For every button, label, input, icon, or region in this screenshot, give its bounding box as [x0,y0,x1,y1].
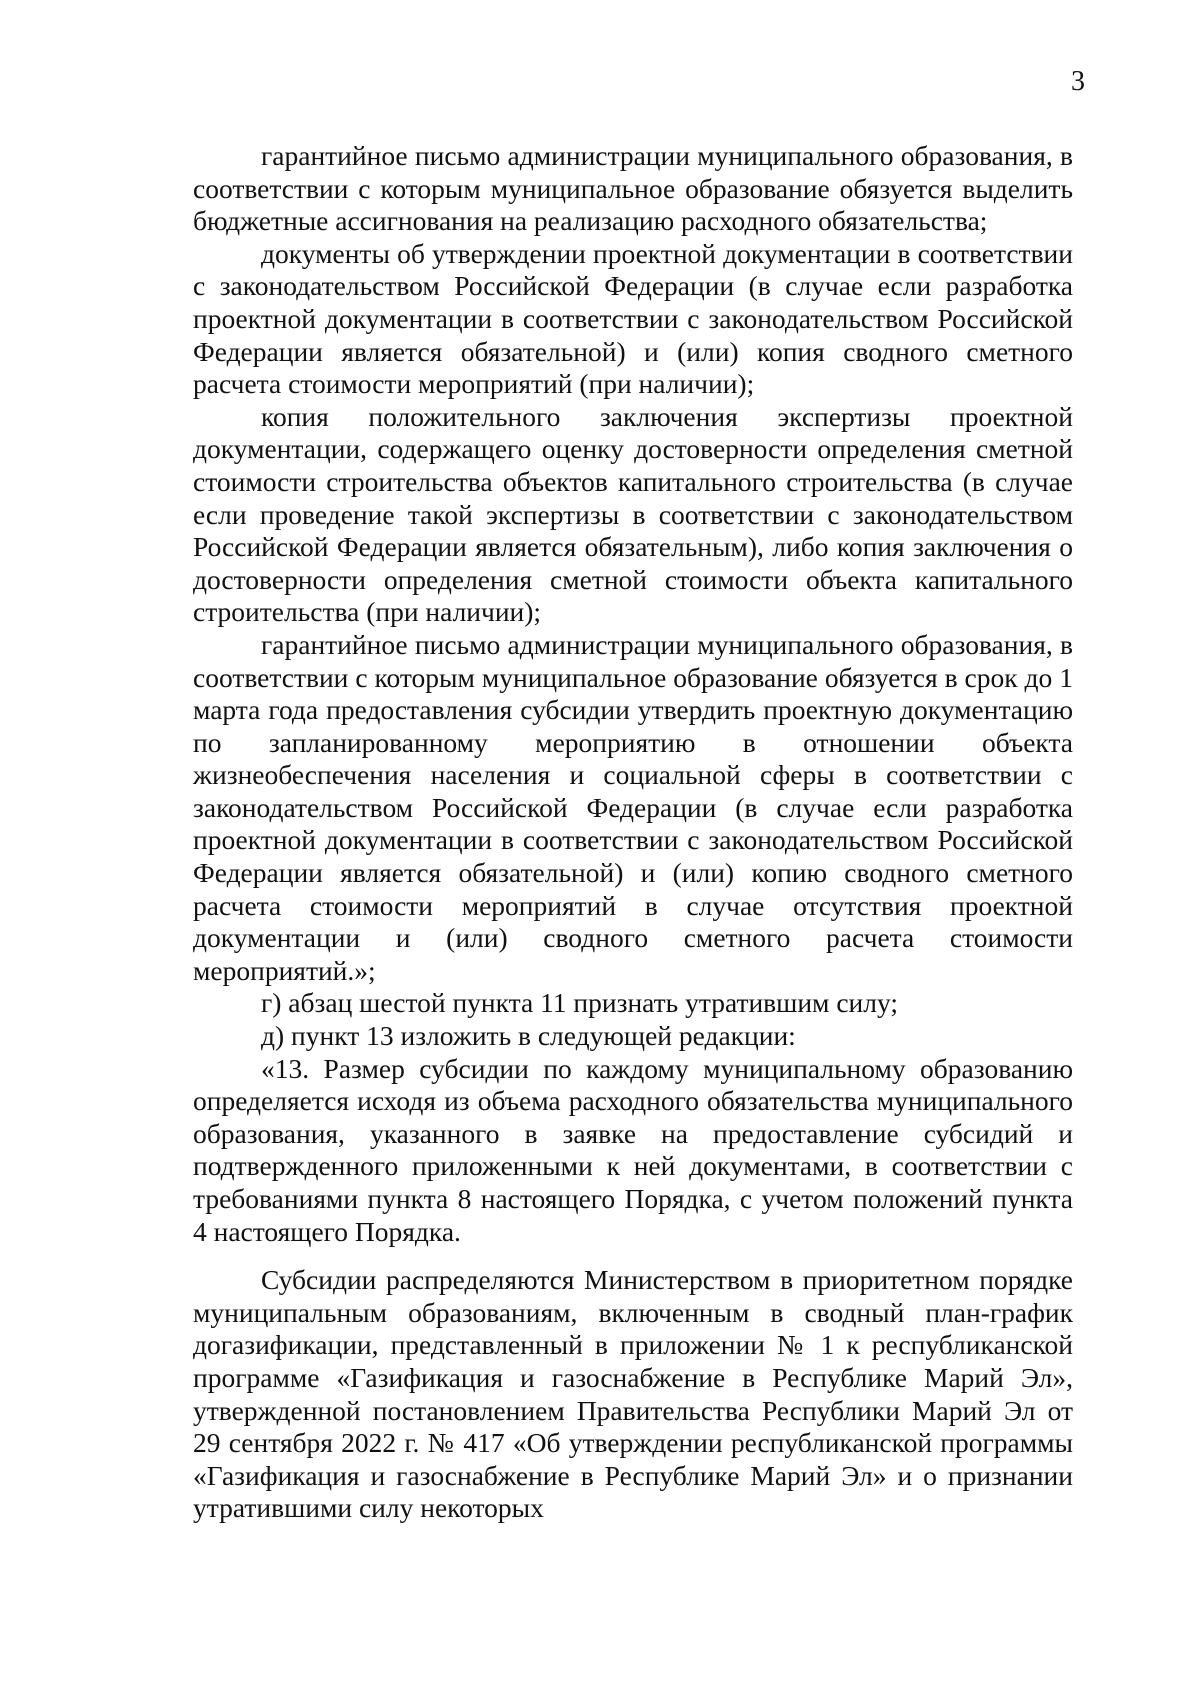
paragraph-expertise-conclusion-copy: копия положительного заключения экспертизы проектной документации, содержащего оценку достоверности определения сметной стоимости строительства объектов капитального строительства (в случае если проведение такой экспертизы в соответствии с законодательством Российской Федерации является обязательным), либо копия заключения о достоверности определения сметной стоимости объекта капитального строительства (при наличии); [193,400,1073,628]
paragraph-guarantee-letter-budget: гарантийное письмо администрации муниципального образования, в соответствии с которым муниципальное образование обязуется выделить бюджетные ассигнования на реализацию расходного обязательства; [193,140,1073,237]
paragraph-guarantee-letter-deadline: гарантийное письмо администрации муниципального образования, в соответствии с которым муниципальное образование обязуется в срок до 1 марта года предоставления субсидии утвердить проектную документацию по запланированному мероприятию в отношении объекта жизнеобеспечения населения и социальной сферы в соответствии с законодательством Российской Федерации (в случае если разработка проектной документации в соответствии с законодательством Российской Федерации является обязательной) и (или) копию сводного сметного расчета стоимости мероприятий в случае отсутствия проектной документации и (или) сводного сметного расчета стоимости мероприятий.»; [193,628,1073,986]
paragraph-project-documentation-approval: документы об утверждении проектной документации в соответствии с законодательством Российской Федерации (в случае если разработка проектной документации в соответствии с законодательством Российской Федерации является обязательной) и (или) копия сводного сметного расчета стоимости мероприятий (при наличии); [193,237,1073,400]
document-body [193,140,1073,1525]
paragraph-item-g: г) абзац шестой пункта 11 признать утратившим силу; [261,987,899,1019]
paragraph-point-13: «13. Размер субсидии по каждому муниципальному образованию определяется исходя из объема расходного обязательства муниципального образования, указанного в заявке на предоставление субсидий и подтвержденного приложенными к ней документами, в соответствии с требованиями пункта 8 настоящего Порядка, с учетом положений пункта 4 настоящего Порядка. [193,1052,1073,1247]
paragraph-item-d: д) пункт 13 изложить в следующей редакции: [261,1020,796,1052]
page-number: 3 [1071,66,1085,97]
paragraph-subsidy-distribution: Субсидии распределяются Министерством в приоритетном порядке муниципальным образованиям, включенным в сводный план-график догазификации, представленный в приложении № 1 к республиканской программе «Газификация и газоснабжение в Республике Марий Эл», утвержденной постановлением Правительства Республики Марий Эл от 29 сентября 2022 г. № 417 «Об утверждении республиканской программы «Газификация и газоснабжение в Республике Марий Эл» и о признании утратившими силу некоторых [193,1264,1073,1524]
